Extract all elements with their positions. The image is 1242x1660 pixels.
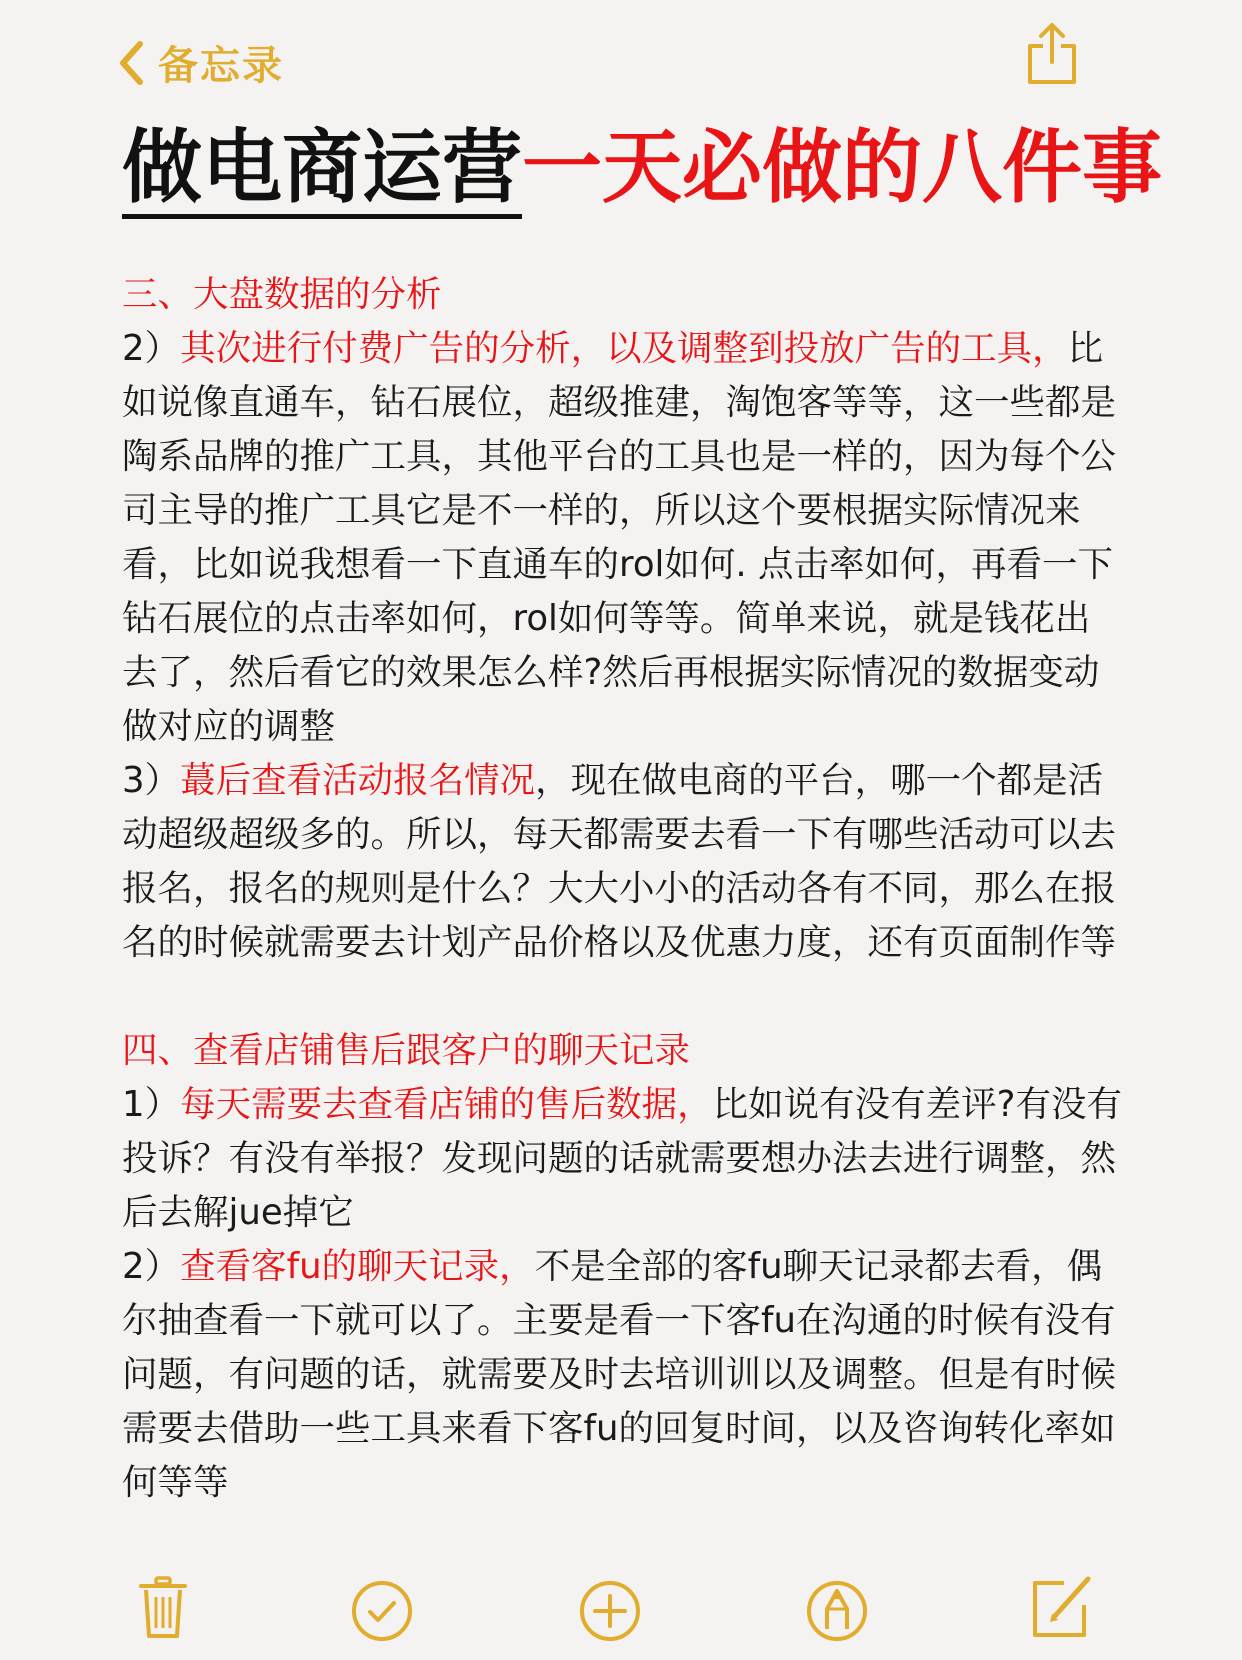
delete-button[interactable] <box>138 1575 188 1645</box>
markup-button[interactable] <box>805 1579 869 1647</box>
back-button[interactable] <box>118 34 284 91</box>
section-3-item-3 <box>122 754 1122 970</box>
body-text: ，现在做电商的平台，哪一个都是活动超级超级多的。所以，每天都需要去看一下有哪些活动可以去报名，报名的规则是什么？大大小小的活动各有不同，那么在报名的时候就需要去计划产品价格以及优惠力度，还有页面制作等 <box>122 760 1117 963</box>
section-4-item-1 <box>122 1078 1122 1240</box>
item-number: 2） <box>122 328 181 369</box>
highlight-text: 每天需要去查看店铺的售后数据， <box>180 1084 713 1125</box>
highlight-text: 查看客fu的聊天记录， <box>180 1246 535 1287</box>
checklist-button[interactable] <box>350 1579 414 1647</box>
highlight-text: 其次进行付费广告的分析，以及调整到投放广告的工具， <box>180 328 1068 369</box>
back-label: 备忘录 <box>158 43 284 89</box>
section-4-heading: 四、查看店铺售后跟客户的聊天记录 <box>122 1030 691 1071</box>
body-text: 不是全部的客fu聊天记录都去看，偶尔抽查看一下就可以了。主要是看一下客fu在沟通的时候有没有问题，有问题的话，就需要及时去培训训以及调整。但是有时候需要去借助一些工具来看下客fu的回复时间，以及咨询转化率如何等等 <box>122 1246 1117 1503</box>
markup-icon <box>805 1579 869 1643</box>
section-3-item-2 <box>122 322 1122 754</box>
chevron-left-icon <box>118 40 144 86</box>
bottom-toolbar <box>0 1575 1242 1645</box>
note-body[interactable] <box>122 268 1122 1510</box>
paragraph-gap <box>122 970 1122 1024</box>
title-red-part: 一天必做的八件事 <box>522 121 1162 214</box>
page-title <box>122 118 1222 218</box>
compose-icon <box>1030 1569 1096 1641</box>
highlight-text: 蕞后查看活动报名情况 <box>180 760 536 801</box>
body-text: 比如说像直通车，钻石展位，超级推建，淘饱客等等，这一些都是陶系品牌的推广工具，其他平台的工具也是一样的，因为每个公司主导的推广工具它是不一样的，所以这个要根据实际情况来看，比如说我想看一下直通车的rol如何. 点击率如何，再看一下钻石展位的点击率如何，rol如何等等。简单来说，就是钱花出去了，然后看它的效果怎么样?然后再根据实际情况的数据变动做对应的调整 <box>122 328 1117 747</box>
item-number: 2） <box>122 1246 181 1287</box>
plus-icon <box>578 1579 642 1643</box>
body-text: 比如说有没有差评?有没有投诉？有没有举报？发现问题的话就需要想办法去进行调整，然后去解jue掉它 <box>122 1084 1122 1233</box>
add-button[interactable] <box>578 1579 642 1647</box>
checklist-icon <box>350 1579 414 1643</box>
trash-icon <box>138 1575 188 1641</box>
share-button[interactable] <box>1026 22 1078 90</box>
share-icon <box>1026 22 1078 86</box>
section-3-heading: 三、大盘数据的分析 <box>122 274 442 315</box>
section-4-item-2 <box>122 1240 1122 1510</box>
title-black-part: 做电商运营 <box>122 121 522 219</box>
compose-button[interactable] <box>1030 1569 1096 1645</box>
item-number: 3） <box>122 760 181 801</box>
item-number: 1） <box>122 1084 181 1125</box>
